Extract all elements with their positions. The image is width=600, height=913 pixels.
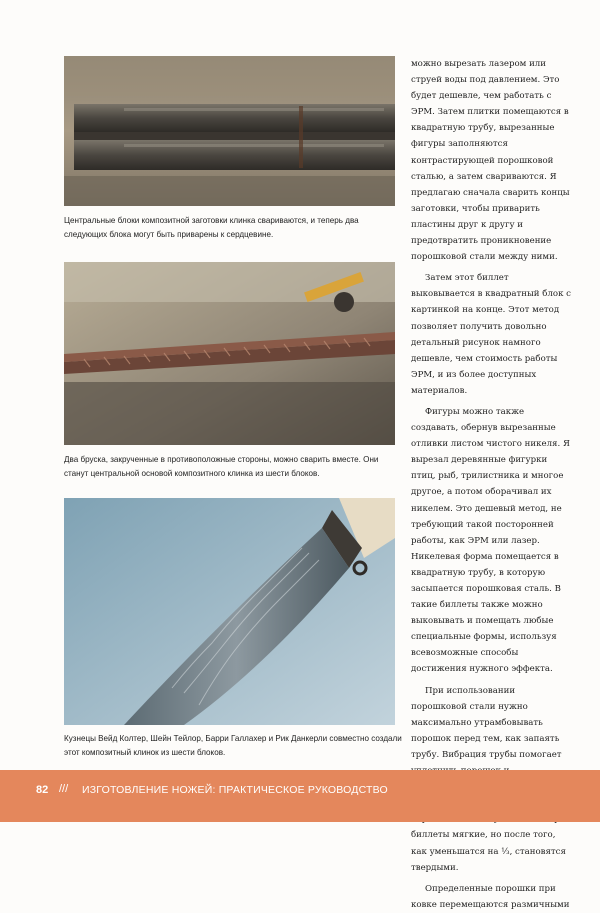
paragraph-5: Определенные порошки при ковке перемещаются размичными <box>411 883 570 910</box>
paragraph-2: Затем этот биллет выковывается в квадратный блок с картинкой на конце. Этот метод позволяет получить довольно детальный рисунок намного дешевле, чем стоимость работы ЭРМ, и из более доступных материалов. <box>411 273 571 396</box>
photo1-caption: Центральные блоки композитной заготовки клинка свариваются, и теперь два следующих блока могут быть приварены к сердцевине. <box>64 216 359 239</box>
paragraph-4: При использовании порошковой стали нужно максимально утрамбовывать порошок перед тем, как запаять трубу. Вибрация трубы помогает биллеты мягкие, но после того, как уменьшатся на ⅓, становятся твердыми. <box>411 685 566 873</box>
paragraph-3: Фигуры можно также создавать, обернув вырезанные отливки листом чистого никеля. Я вырезал деревянные фигурки птиц, рыб, трилистника и многое другое, а потом оборачивал их никелем. Это дешевый метод, не требующий такой посторонней работы, как ЭРМ или лазер. Никелевая форма помещается в квадратную трубу, в которую засыпается порошковая сталь. В такие биллеты также можно выковывать и помещать любые специальные формы, используя всевозможные способы достижения нужного эффекта. <box>411 406 570 675</box>
page-footer <box>0 770 600 822</box>
paragraph-1: можно вырезать лазером или струей воды под давлением. Это будет дешевле, чем работать с ЭРМ. Затем плитки помещаются в квадратную трубу, вырезанные фигуры заполняются контрастирующей порошковой сталью, а затем свариваются. Я предлагаю сначала сварить концы заготовки, чтобы приварить пластины друг к другу и предотвратить проникновение порошковой стали между ними. <box>411 59 570 263</box>
photo2-caption: Два бруска, закрученные в противоположные стороны, можно сварить вместе. Они станут центральной основой композитного клинка из шести блоков. <box>64 455 379 478</box>
page-number: 82 <box>36 784 49 796</box>
photo-welded-core-blocks <box>64 56 395 206</box>
photo-twisted-bars <box>64 262 395 445</box>
photo3-caption: Кузнецы Вейд Колтер, Шейн Тейлор, Барри Галлахер и Рик Данкерли совместно создали этот композитный клинок из шести блоков. <box>64 734 402 757</box>
photo-composite-knife <box>64 498 395 725</box>
book-title: ИЗГОТОВЛЕНИЕ НОЖЕЙ: ПРАКТИЧЕСКОЕ РУКОВОДСТВО <box>82 784 388 796</box>
footer-separator: /// <box>59 783 69 795</box>
